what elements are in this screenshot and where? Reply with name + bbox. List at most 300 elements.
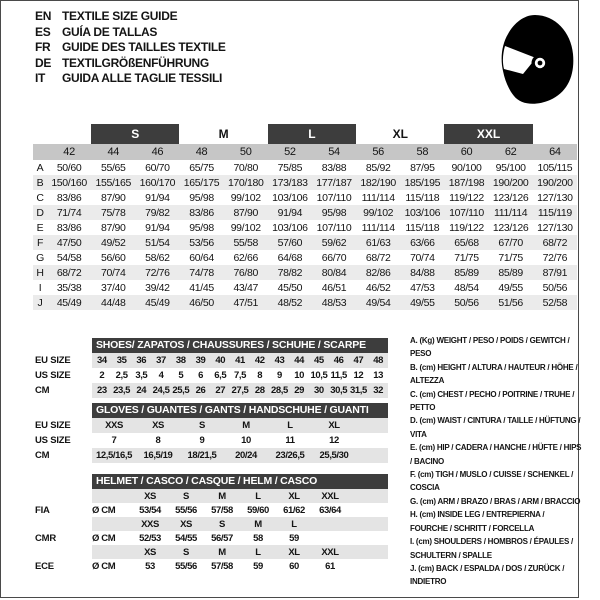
textile-value: 64/68 (277, 251, 303, 264)
textile-value: 85/89 (489, 265, 533, 280)
shoes-row-label: EU SIZE (35, 355, 71, 366)
textile-value: 87/90 (224, 205, 268, 220)
helmet-size-label: XL (288, 546, 300, 558)
helmet-size-label: L (255, 546, 261, 558)
shoes-row-cell: 26 (195, 385, 206, 396)
helmet-diameter-unit: Ø CM (92, 560, 116, 572)
shoes-row (92, 353, 388, 368)
shoes-row-cell: 25,5 (172, 385, 190, 396)
textile-value: 127/130 (537, 191, 573, 204)
gloves-row (92, 448, 388, 463)
helmet-icon-svg (487, 13, 575, 105)
shoes-row-cell: 35 (116, 355, 127, 366)
textile-value: 119/122 (449, 191, 484, 204)
helmet-size-label: S (183, 490, 189, 502)
row-letter: I (38, 281, 42, 294)
shoes-row-cell: 37 (156, 355, 166, 366)
helmet-size-row (92, 489, 388, 503)
textile-value: 48/53 (312, 295, 356, 310)
size-group-xxl: XXL (444, 124, 532, 144)
helmet-value-row (92, 503, 388, 517)
shoes-row-cell: 11,5 (330, 370, 347, 381)
helmet-value: 58 (253, 532, 263, 544)
shoes-row-cell: 6 (198, 370, 203, 381)
gloves-row-cell: 7 (111, 435, 117, 446)
shoes-table-title: SHOES/ ZAPATOS / CHAUSSURES / SCHUHE / SCARPE (92, 338, 388, 353)
textile-value: 107/110 (316, 191, 352, 204)
shoes-row-cell: 48 (373, 355, 384, 366)
group-spacer (33, 124, 91, 144)
textile-value: 41/45 (189, 281, 214, 294)
textile-value: 107/110 (316, 221, 352, 234)
language-title: GUIDA ALLE TAGLIE TESSILI (62, 71, 223, 86)
gloves-row-cell: S (199, 420, 205, 431)
textile-value: 87/90 (100, 221, 126, 234)
gloves-row-cell: XS (152, 420, 164, 431)
size-label: 52 (268, 144, 312, 160)
gloves-row-cell: 16,5/19 (143, 450, 173, 461)
shoes-row (92, 368, 388, 383)
textile-value: 70/74 (410, 251, 435, 264)
gloves-row-cell: 11 (285, 435, 295, 446)
shoes-row-cell: 28 (254, 385, 265, 396)
textile-value: 103/106 (272, 191, 308, 204)
size-label: 48 (179, 144, 223, 160)
helmet-standard-label: ECE (35, 561, 54, 572)
shoes-row-cell: 24 (136, 385, 147, 396)
textile-value: 49/52 (91, 235, 135, 250)
shoes-row-cell: 23 (96, 385, 107, 396)
textile-value: 150/160 (47, 175, 91, 190)
shoes-row-cell: 2,5 (115, 370, 128, 381)
size-label: 56 (356, 144, 400, 160)
shoes-row-cell: 31,5 (349, 385, 367, 396)
shoes-size-table (92, 338, 388, 398)
textile-value: 95/98 (189, 191, 214, 204)
helmet-size-table (92, 474, 388, 573)
shoes-row-cell: 29 (294, 385, 305, 396)
language-title-list (35, 9, 226, 87)
textile-value: 123/126 (492, 221, 529, 234)
textile-row (33, 190, 577, 205)
helmet-size-label: M (218, 490, 226, 502)
legend-item: C. (cm) CHEST / PECHO / POITRINE / TRUHE / PETTO (410, 389, 575, 413)
textile-value: 60/70 (145, 161, 170, 174)
textile-value: 190/200 (533, 175, 577, 190)
helmet-value: 57/58 (211, 504, 233, 516)
helmet-size-label: XXL (321, 546, 339, 558)
textile-value: 115/118 (405, 191, 440, 204)
size-group-m: M (218, 127, 229, 141)
shoes-row-cell: 10,5 (310, 370, 328, 381)
size-label: 44 (91, 144, 135, 160)
textile-value: 91/94 (268, 205, 312, 220)
row-letter: C (36, 191, 44, 204)
textile-row (33, 175, 577, 190)
textile-value: 111/114 (361, 191, 395, 204)
gloves-row-label: US SIZE (35, 435, 71, 446)
textile-value: 45/49 (135, 295, 179, 310)
helmet-value-row (92, 531, 388, 545)
gloves-row (92, 418, 388, 433)
legend-item: A. (Kg) WEIGHT / PESO / POIDS / GEWITCH / PESO (410, 336, 570, 359)
helmet-size-label: L (291, 518, 297, 530)
textile-value: 51/54 (135, 235, 179, 250)
helmet-standard-label: FIA (35, 505, 50, 516)
helmet-size-label: XS (144, 490, 156, 502)
textile-value: 95/100 (495, 161, 526, 174)
legend-item: F. (cm) TIGH / MUSLO / CUISSE / SCHENKEL / COSCIA (410, 470, 574, 493)
textile-value: 83/86 (56, 191, 82, 204)
shoes-row-cell: 45 (314, 355, 324, 366)
size-label: 60 (444, 144, 488, 160)
textile-value: 160/170 (135, 175, 179, 190)
textile-value: 68/72 (533, 235, 577, 250)
shoes-row-cell: 42 (254, 355, 265, 366)
textile-value: 190/200 (489, 175, 533, 190)
size-group-l: L (268, 124, 356, 144)
helmet-icon (487, 13, 575, 110)
textile-value: 71/74 (47, 205, 91, 220)
textile-value: 91/94 (145, 191, 170, 204)
shoes-row (92, 383, 388, 398)
textile-value: 56/60 (100, 251, 126, 264)
textile-value: 68/72 (47, 265, 91, 280)
textile-row (33, 235, 577, 250)
language-row (35, 40, 226, 56)
shoes-row-cell: 7,5 (233, 370, 246, 381)
gloves-table-title: GLOVES / GUANTES / GANTS / HANDSCHUHE / GUANTI (92, 403, 388, 418)
helmet-value: 63/64 (319, 504, 341, 516)
textile-value: 111/114 (489, 205, 533, 220)
gloves-row-cell: 25,5/30 (319, 450, 349, 461)
textile-value: 75/78 (91, 205, 135, 220)
helmet-value: 56/57 (211, 532, 233, 544)
helmet-size-row (92, 545, 388, 559)
gloves-row-cell: 9 (199, 435, 205, 446)
shoes-row-cell: 39 (195, 355, 206, 366)
helmet-standard-label: CMR (35, 533, 57, 544)
shoes-row-cell: 12 (353, 370, 364, 381)
textile-value: 45/50 (277, 281, 303, 294)
textile-value: 185/195 (400, 175, 444, 190)
shoes-row-cell: 23,5 (113, 385, 131, 396)
textile-value: 173/183 (268, 175, 312, 190)
textile-row (33, 265, 577, 280)
size-label: 54 (312, 144, 356, 160)
gloves-row-label: CM (35, 450, 50, 461)
gloves-row-cell: XXS (105, 420, 123, 431)
textile-value: 99/102 (230, 191, 261, 204)
shoes-row-cell: 27 (215, 385, 226, 396)
helmet-size-label: M (254, 518, 262, 530)
language-title: TEXTILE SIZE GUIDE (62, 9, 178, 23)
helmet-value: 55/56 (175, 560, 197, 572)
textile-value: 53/56 (179, 235, 223, 250)
helmet-size-label: XS (180, 518, 192, 530)
textile-value: 80/84 (312, 265, 356, 280)
textile-value: 48/54 (454, 281, 479, 294)
textile-value: 78/82 (268, 265, 312, 280)
textile-value: 99/102 (356, 205, 400, 220)
shoes-row-cell: 8 (257, 370, 263, 381)
shoes-row-cell: 10 (294, 370, 305, 381)
shoes-row-cell: 30,5 (330, 385, 348, 396)
textile-value: 63/66 (400, 235, 444, 250)
textile-value: 60/64 (189, 251, 214, 264)
size-label: 64 (533, 144, 577, 160)
helmet-value: 59 (289, 532, 299, 544)
textile-value: 123/126 (492, 191, 529, 204)
gloves-row-cell: XL (328, 420, 340, 431)
row-letter: H (33, 265, 47, 280)
textile-value: 39/42 (145, 281, 170, 294)
textile-value: 43/47 (233, 281, 258, 294)
helmet-value-row (92, 559, 388, 573)
shoes-row-cell: 32 (373, 385, 384, 396)
language-title: TEXTILGRÖßENFÜHRUNG (62, 55, 209, 70)
helmet-value: 59 (253, 560, 263, 572)
textile-value: 90/100 (451, 161, 482, 174)
helmet-value: 57/58 (211, 560, 233, 572)
shoes-row-cell: 3,5 (135, 370, 148, 381)
textile-value: 49/55 (400, 295, 444, 310)
legend-item: J. (cm) BACK / ESPALDA / DOS / ZURÜCK / INDIETRO (410, 563, 565, 587)
textile-value: 55/65 (100, 161, 126, 174)
textile-value: 54/58 (56, 251, 82, 264)
helmet-value: 53 (145, 560, 155, 572)
textile-value: 44/48 (91, 295, 135, 310)
shoes-row-label: CM (35, 385, 50, 396)
shoes-row-cell: 28,5 (271, 385, 288, 396)
gloves-row-cell: 8 (155, 435, 161, 446)
textile-row (33, 280, 577, 295)
helmet-size-label: M (218, 546, 226, 558)
textile-value: 70/74 (91, 265, 135, 280)
language-row (35, 56, 226, 72)
textile-row (33, 220, 577, 235)
row-letter: B (33, 175, 47, 190)
textile-value: 67/70 (489, 235, 533, 250)
textile-value: 47/53 (410, 281, 435, 294)
textile-value: 187/198 (444, 175, 488, 190)
textile-value: 115/119 (533, 205, 577, 220)
textile-value: 115/118 (405, 221, 440, 234)
size-label: 46 (135, 144, 179, 160)
size-group-s: S (91, 124, 179, 144)
textile-value: 59/62 (312, 235, 356, 250)
helmet-value: 60 (289, 560, 299, 572)
helmet-value: 54/55 (175, 532, 197, 544)
textile-value: 111/114 (361, 221, 395, 234)
helmet-size-label: XL (288, 490, 300, 502)
helmet-diameter-unit: Ø CM (92, 504, 116, 516)
language-code: DE (35, 55, 52, 70)
textile-row (33, 160, 577, 175)
shoes-row-cell: 2 (99, 370, 105, 381)
helmet-size-label: XS (144, 546, 156, 558)
row-letter: J (33, 295, 47, 310)
textile-value: 55/58 (224, 235, 268, 250)
helmet-value: 59/60 (247, 504, 269, 516)
textile-value: 37/40 (100, 281, 126, 294)
textile-value: 50/60 (56, 161, 82, 174)
shoes-row-label: US SIZE (35, 370, 71, 381)
shoes-row-cell: 4 (158, 370, 164, 381)
gloves-row-cell: 12,5/16,5 (95, 450, 133, 461)
textile-value: 127/130 (537, 221, 573, 234)
shoes-row-cell: 43 (274, 355, 285, 366)
language-row (35, 25, 226, 41)
textile-size-table (33, 124, 577, 310)
textile-row (33, 205, 577, 220)
textile-value: 87/91 (533, 265, 577, 280)
textile-value: 70/80 (233, 161, 258, 174)
helmet-value: 52/53 (139, 532, 161, 544)
gloves-row-label: EU SIZE (35, 420, 71, 431)
textile-value: 62/66 (233, 251, 258, 264)
textile-value: 84/88 (400, 265, 444, 280)
language-code: IT (35, 71, 46, 86)
textile-value: 83/88 (321, 161, 347, 174)
helmet-value: 53/54 (139, 504, 161, 516)
shoes-row-cell: 41 (235, 355, 245, 366)
gloves-row-cell: 18/21,5 (187, 450, 217, 461)
textile-value: 182/190 (356, 175, 400, 190)
textile-value: 82/86 (356, 265, 400, 280)
shoes-row-cell: 46 (333, 355, 344, 366)
textile-value: 45/49 (47, 295, 91, 310)
measurement-legend (410, 334, 582, 589)
size-label: 58 (400, 144, 444, 160)
textile-value: 75/85 (277, 161, 303, 174)
helmet-size-label: S (219, 518, 225, 530)
language-code: ES (35, 24, 51, 39)
textile-value: 71/75 (498, 251, 523, 264)
textile-value: 119/122 (449, 221, 484, 234)
textile-value: 68/72 (365, 251, 391, 264)
shoes-row-cell: 9 (277, 370, 282, 381)
size-label: 42 (47, 144, 91, 160)
textile-value: 66/70 (321, 251, 347, 264)
textile-value: 95/98 (189, 221, 214, 234)
shoes-row-cell: 47 (353, 355, 364, 366)
row-letter: F (33, 235, 47, 250)
textile-value: 71/75 (454, 251, 479, 264)
textile-value: 74/78 (179, 265, 223, 280)
helmet-value: 61 (325, 560, 335, 572)
language-title: GUÍA DE TALLAS (62, 24, 158, 39)
textile-value: 177/187 (312, 175, 356, 190)
helmet-size-label: XXL (321, 490, 339, 502)
row-letter: E (36, 221, 44, 234)
shoes-row-cell: 24,5 (152, 385, 170, 396)
textile-value: 85/92 (365, 161, 391, 174)
gloves-row-cell: 12 (329, 435, 339, 446)
textile-value: 46/51 (321, 281, 347, 294)
textile-value: 85/89 (444, 265, 488, 280)
textile-value: 87/90 (100, 191, 126, 204)
gloves-size-table (92, 403, 388, 463)
shoes-row-cell: 44 (294, 355, 305, 366)
shoes-row-cell: 27,5 (231, 385, 249, 396)
shoes-row-cell: 38 (175, 355, 186, 366)
size-band-row (33, 144, 577, 160)
helmet-diameter-unit: Ø CM (92, 532, 116, 544)
textile-value: 103/106 (400, 205, 444, 220)
textile-value: 46/50 (179, 295, 223, 310)
textile-value: 79/82 (135, 205, 179, 220)
textile-value: 48/52 (268, 295, 312, 310)
textile-row (33, 250, 577, 265)
helmet-table-title: HELMET / CASCO / CASQUE / HELM / CASCO (92, 474, 388, 489)
textile-value: 95/98 (312, 205, 356, 220)
textile-value: 65/75 (189, 161, 214, 174)
row-letter: G (36, 251, 44, 264)
textile-value: 35/38 (56, 281, 82, 294)
textile-value: 47/51 (224, 295, 268, 310)
helmet-size-label: XXS (141, 518, 159, 530)
language-row (35, 9, 226, 25)
shoes-row-cell: 6,5 (214, 370, 227, 381)
group-spacer (533, 124, 577, 144)
helmet-size-label: S (183, 546, 189, 558)
shoes-row-cell: 34 (96, 355, 107, 366)
textile-value: 99/102 (230, 221, 261, 234)
legend-item: H. (cm) INSIDE LEG / ENTREPIERNA / FOURCHE / SCHRITT / FORCELLA (410, 510, 545, 533)
textile-value: 47/50 (47, 235, 91, 250)
size-band-spacer (33, 144, 47, 160)
textile-value: 91/94 (145, 221, 170, 234)
textile-value: 83/86 (56, 221, 82, 234)
helmet-size-label: L (255, 490, 261, 502)
gloves-row-cell: 23/26,5 (275, 450, 305, 461)
textile-value: 65/68 (444, 235, 488, 250)
textile-value: 49/55 (498, 281, 523, 294)
language-code: FR (35, 40, 51, 55)
textile-value: 105/115 (537, 161, 573, 174)
textile-value: 51/56 (489, 295, 533, 310)
gloves-row-cell: M (242, 420, 250, 431)
size-label: 62 (489, 144, 533, 160)
textile-value: 61/63 (356, 235, 400, 250)
language-row (35, 71, 226, 87)
textile-value: 170/180 (224, 175, 268, 190)
textile-value: 83/86 (179, 205, 223, 220)
textile-row (33, 295, 577, 310)
textile-value: 50/56 (444, 295, 488, 310)
row-letter: A (36, 161, 44, 174)
gloves-row-cell: 10 (241, 435, 251, 446)
shoes-row-cell: 13 (373, 370, 384, 381)
textile-value: 57/60 (268, 235, 312, 250)
textile-value: 76/80 (224, 265, 268, 280)
gloves-row-cell: L (287, 420, 293, 431)
textile-value: 52/58 (533, 295, 577, 310)
legend-item: G. (cm) ARM / BRAZO / BRAS / ARM / BRACCIO (410, 496, 581, 506)
language-title: GUIDE DES TAILLES TEXTILE (62, 40, 226, 55)
gloves-row-cell: 20/24 (235, 450, 257, 461)
textile-value: 107/110 (444, 205, 488, 220)
textile-value: 103/106 (272, 221, 308, 234)
legend-item: B. (cm) HEIGHT / ALTURA / HAUTEUR / HÖHE / ALTEZZA (410, 362, 578, 386)
textile-value: 165/175 (179, 175, 223, 190)
textile-value: 46/52 (365, 281, 391, 294)
language-code: EN (35, 9, 52, 23)
textile-value: 50/56 (542, 281, 568, 294)
textile-value: 49/54 (356, 295, 400, 310)
helmet-value: 61/62 (283, 504, 305, 516)
